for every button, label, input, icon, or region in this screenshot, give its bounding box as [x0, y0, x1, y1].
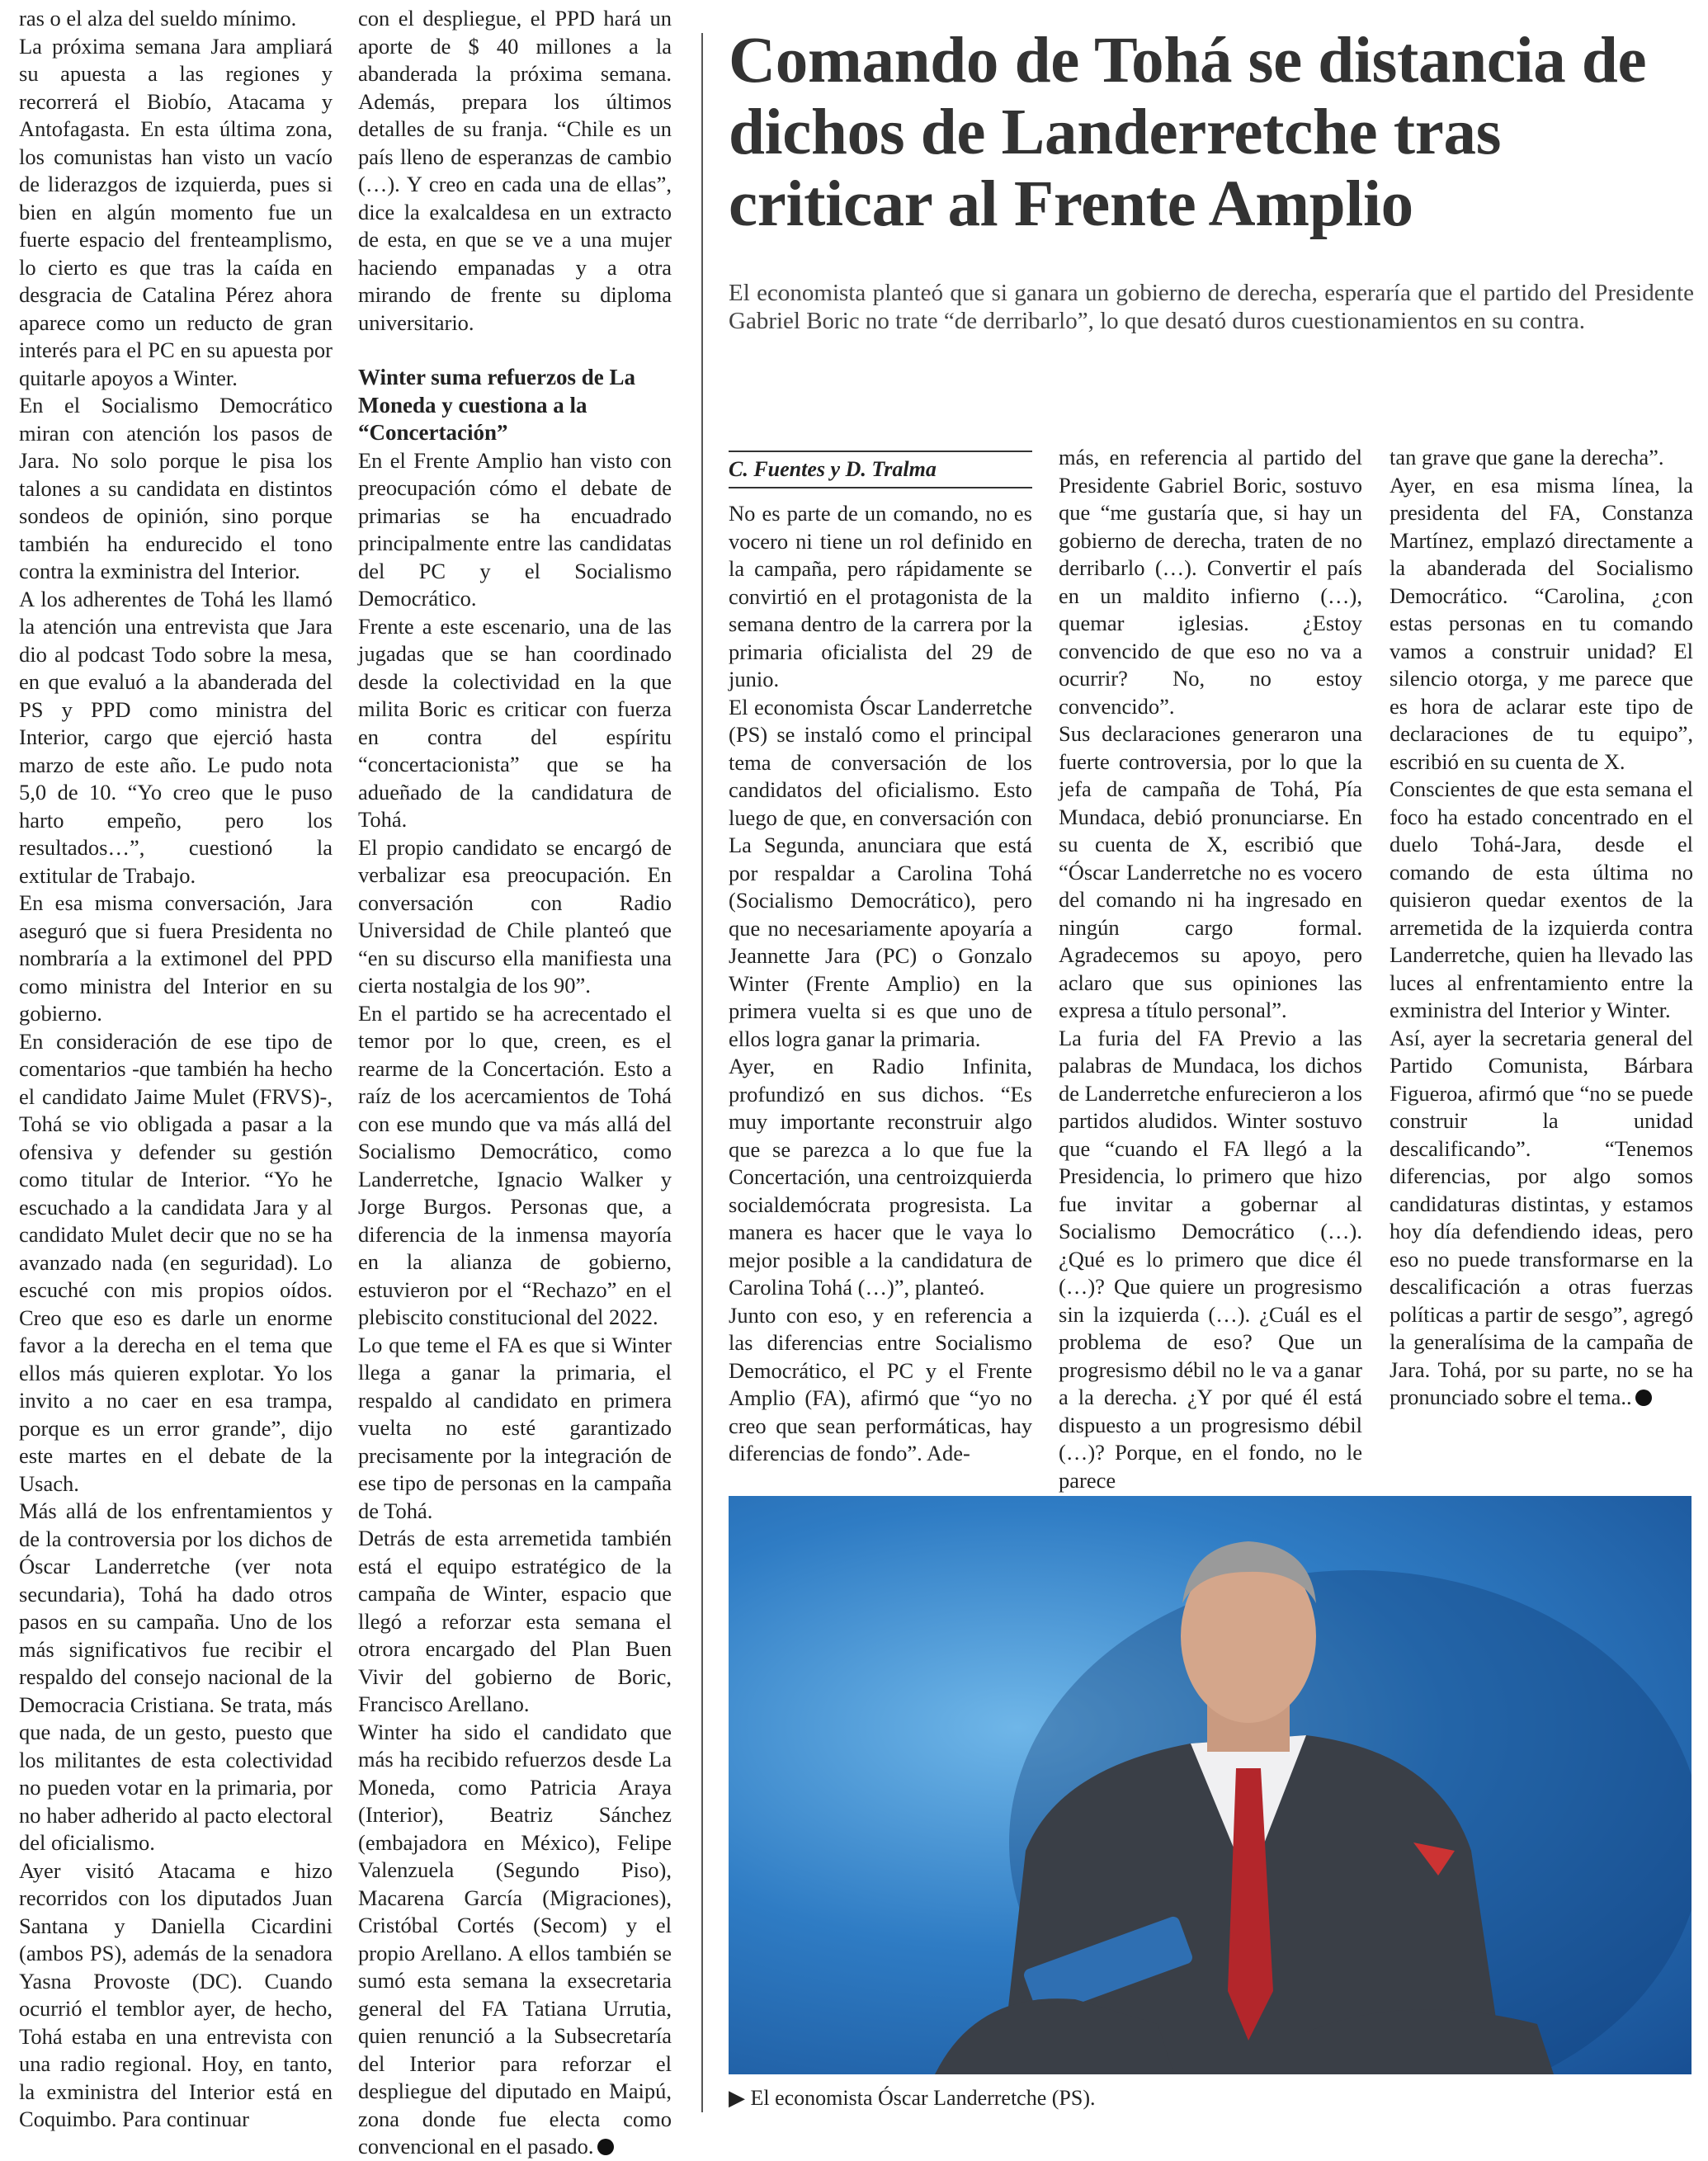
paragraph: Más allá de los enfrentamientos y de la controversia por los dichos de Óscar Landerretche (ver nota secundaria), Tohá ha dado otros pasos en su campaña. Uno de los más significativos fue recibir el respaldo del consejo nacional de la Democracia Cristiana. Se trata, más que nada, de un gesto, puesto que los militantes de esta colectividad no pueden votar en la primaria, por no haber adherido al pacto electoral del oficialismo. — [19, 1498, 333, 1855]
paragraph: Frente a este escenario, una de las jugadas que se han coordinado desde la colectividad en la que milita Boric es criticar con fuerza en contra del espíritu “concertacionista” que se ha adueñado de la candidatura de Tohá. — [358, 613, 672, 832]
end-mark-icon — [597, 2139, 614, 2155]
paragraph: Sus declaraciones generaron una fuerte controversia, por lo que la jefa de campaña de Tohá, Pía Mundaca, debió pronunciarse. En su cuenta de X, escribió que “Óscar Landerretche no es vocero del comando ni ha ingresado en ningún cargo formal. Agradecemos su apoyo, pero aclaro que sus opiniones las expresa a título personal”. — [1059, 721, 1362, 1022]
paragraph: Conscientes de que esta semana el foco ha estado concentrado en el duelo Tohá-Jara, desde el comando de esta última no quisieron quedar exentos de la arremetida de la izquierda contra Landerretche, quien ha llevado las luces al enfrentamiento entre la exministra del Interior y Winter. — [1390, 776, 1693, 1022]
paragraph: Winter ha sido el candidato que más ha recibido refuerzos desde La Moneda, como Patricia Araya (Interior), Beatriz Sánchez (embajadora en México), Felipe Valenzuela (Segundo Piso), Macarena García (Migraciones), Cristóbal Cortés (Secom) y el propio Arellano. A ellos también se sumó esta semana la exsecretaria general del FA Tatiana Urrutia, quien renunció a la Subsecretaría del Interior para reforzar el despliegue del diputado en Maipú, zona donde fue electa como convencional en el pasado. — [358, 1719, 672, 2159]
column-4 — [1059, 444, 1362, 1494]
paragraph: más, en referencia al partido del Presidente Gabriel Boric, sostuvo que “me gustaría que, si hay un gobierno de derecha, traten de no derribarlo (…). Convertir el país en un maldito infierno (…), quemar iglesias. ¿Estoy convencido de que eso no va a ocurrir? No, no estoy convencido”. — [1059, 445, 1362, 719]
paragraph: En consideración de ese tipo de comentarios -que también ha hecho el candidato Jaime Mulet (FRVS)-, Tohá se vio obligada a pasar a la ofensiva y defender su gestión como titular de Interior. “Yo he escuchado a la candidata Jara y al candidato Mulet decir que no se ha avanzado nada (en seguridad). Lo escuché con mis propios oídos. Creo que eso es darle un enorme favor a la derecha en el tema que ellos más quieren explotar. Yo los invito a no caer en esa trampa, porque es un error grande”, dijo este martes en el debate de la Usach. — [19, 1028, 333, 1496]
paragraph: En esa misma conversación, Jara aseguró que si fuera Presidenta no nombraría a la extimonel del PPD como ministra del Interior en su gobierno. — [19, 890, 333, 1026]
paragraph: Detrás de esta arremetida también está el equipo estratégico de la campaña de Winter, espacio que llegó a reforzar esta semana el otrora encargado del Plan Buen Vivir del gobierno de Boric, Francisco Arellano. — [358, 1526, 672, 1716]
end-mark-icon — [1635, 1390, 1652, 1406]
paragraph: En el Socialismo Democrático miran con atención los pasos de Jara. No solo porque le pisa los talones a su candidata en distintos sondeos de opinión, sino porque también ha endurecido el tono contra la exministra del Interior. — [19, 393, 333, 583]
paragraph: El economista Óscar Landerretche (PS) se instaló como el principal tema de conversación de los candidatos del oficialismo. Esto luego de que, en conversación con La Segunda, anunciara que está por respaldar a Carolina Tohá (Socialismo Democrático), pero que no necesariamente apoyaría a Jeannette Jara (PC) o Gonzalo Winter (Frente Amplio) en la primera vuelta si es que uno de ellos logra ganar la primaria. — [729, 694, 1032, 1051]
paragraph: A los adherentes de Tohá les llamó la atención una entrevista que Jara dio al podcast Todo sobre la mesa, en que evaluó a la abanderada del PS y PPD como ministra del Interior, cargo que ejerció hasta marzo de este año. Le pudo nota 5,0 de 10. “Yo creo que le puso harto empeño, pero los resultados…”, cuestionó la extitular de Trabajo. — [19, 586, 333, 888]
column-3 — [729, 500, 1032, 1468]
dek: El economista planteó que si ganara un gobierno de derecha, esperaría que el partido del Presidente Gabriel Boric no trate “de derribarlo”, lo que desató duros cuestionamientos en su contra. — [729, 280, 1694, 334]
column-2 — [358, 5, 672, 2161]
column-divider — [701, 33, 703, 2112]
paragraph: tan grave que gane la derecha”. — [1390, 445, 1664, 469]
paragraph: La próxima semana Jara ampliará su apuesta a las regiones y recorrerá el Biobío, Atacama y Antofagasta. En esta última zona, los comunistas han visto un vacío de liderazgos de izquierda, pues si bien en algún momento fue un fuerte espacio del frenteamplismo, lo cierto es que tras la caída en desgracia de Catalina Pérez ahora aparece como un reducto de gran interés para el PC en su apuesta por quitarle apoyos a Winter. — [19, 33, 333, 390]
paragraph: ras o el alza del sueldo mínimo. — [19, 6, 297, 31]
paragraph: No es parte de un comando, no es vocero ni tiene un rol definido en la campaña, pero rápidamente se convirtió en el protagonista de la semana dentro de la carrera por la primaria oficialista del 29 de junio. — [729, 501, 1032, 691]
paragraph: En el Frente Amplio han visto con preocupación cómo el debate de primarias se ha encuadrado principalmente entre las candidatas del PC y el Socialismo Democrático. — [358, 447, 672, 611]
section-subhead: Winter suma refuerzos de La Moneda y cuestiona a la “Concertación” — [358, 365, 635, 445]
headline: Comando de Tohá se distancia de dichos de Landerretche tras criticar al Frente Amplio — [729, 25, 1647, 240]
column-1 — [19, 5, 333, 2134]
paragraph: El propio candidato se encargó de verbalizar esa preocupación. En conversación con Radio Universidad de Chile planteó que “en su discurso ella manifiesta una cierta nostalgia de los 90”. — [358, 834, 672, 998]
paragraph: Así, ayer la secretaria general del Partido Comunista, Bárbara Figueroa, afirmó que “no se puede construir la unidad descalificando”. “Tenemos diferencias, por algo somos candidaturas distintas, y estamos hoy día defendiendo ideas, pero eso no puede transformarse en la descalificación a otras fuerzas políticas a partir de sesgo”, agregó la generalísima de la campaña de Jara. Tohá, por su parte, no se ha pronunciado sobre el tema.. — [1390, 1025, 1693, 1409]
paragraph: En el partido se ha acrecentado el temor por lo que, creen, es el rearme de la Concertación. Esto a raíz de los acercamientos de Tohá con ese mundo que va más allá del Socialismo Democrático, como Landerretche, Ignacio Walker y Jorge Burgos. Personas que, a diferencia de la inmensa mayoría en la alianza de gobierno, estuvieron por el “Rechazo” en el plebiscito constitucional del 2022. — [358, 1000, 672, 1329]
paragraph: con el despliegue, el PPD hará un aporte de $ 40 millones a la abanderada la próxima semana. Además, prepara los últimos detalles de su franja. “Chile es un país lleno de esperanzas de cambio (…). Y creo en cada una de ellas”, dice la exalcaldesa en un extracto de esta, en que se ve a una mujer haciendo empanadas y a otra mirando de frente su diploma universitario. — [358, 6, 672, 335]
photo-landerretche — [729, 1496, 1691, 2074]
paragraph: Ayer visitó Atacama e hizo recorridos con los diputados Juan Santana y Daniella Cicardini (ambos PS), además de la senadora Yasna Provoste (DC). Cuando ocurrió el temblor ayer, de hecho, Tohá estaba en una entrevista con una radio regional. Hoy, en tanto, la exministra del Interior está en Coquimbo. Para continuar — [19, 1857, 333, 2131]
paragraph: Junto con eso, y en referencia a las diferencias entre Socialismo Democrático, el PC y el Frente Amplio (FA), afirmó que “yo no creo que sean performáticas, hay diferencias de fondo”. Ade- — [729, 1302, 1032, 1465]
photo-caption: ▶ El economista Óscar Landerretche (PS). — [729, 2086, 1096, 2110]
paragraph: Ayer, en esa misma línea, la presidenta del FA, Constanza Martínez, emplazó directamente a la abanderada del Socialismo Democrático. “Carolina, ¿con estas personas en tu comando vamos a construir unidad? El silencio otorga, y me parece que es hora de aclarar este tipo de declaraciones de tu equipo”, escribió en su cuenta de X. — [1390, 472, 1693, 774]
byline: C. Fuentes y D. Tralma — [729, 451, 1032, 488]
paragraph: Lo que teme el FA es que si Winter llega a ganar la primaria, el respaldo al candidato en primera vuelta no esté garantizado precisamente por la integración de ese tipo de personas en la campaña de Tohá. — [358, 1332, 672, 1523]
paragraph: La furia del FA Previo a las palabras de Mundaca, los dichos de Landerretche enfurecieron a los partidos aludidos. Winter sostuvo que “cuando el FA llegó a la Presidencia, lo primero que hizo fue invitar a gobernar al Socialismo Democrático (…). ¿Qué es lo primero que dice él (…)? Que quiere un progresismo sin la izquierda (…). ¿Cuál es el problema de eso? Que un progresismo débil no le va a ganar a la derecha. ¿Y por qué él está dispuesto a un progresismo débil (…)? Porque, en el fondo, no le parece — [1059, 1025, 1362, 1493]
column-5 — [1390, 444, 1693, 1412]
paragraph: Ayer, en Radio Infinita, profundizó en sus dichos. “Es muy importante reconstruir algo que se parezca a lo que fue la Concertación, una centroizquierda socialdemócrata progresista. La manera es hacer que le vaya lo mejor posible a la candidatura de Carolina Tohá (…)”, planteó. — [729, 1054, 1032, 1300]
portrait-illustration — [729, 1496, 1691, 2074]
